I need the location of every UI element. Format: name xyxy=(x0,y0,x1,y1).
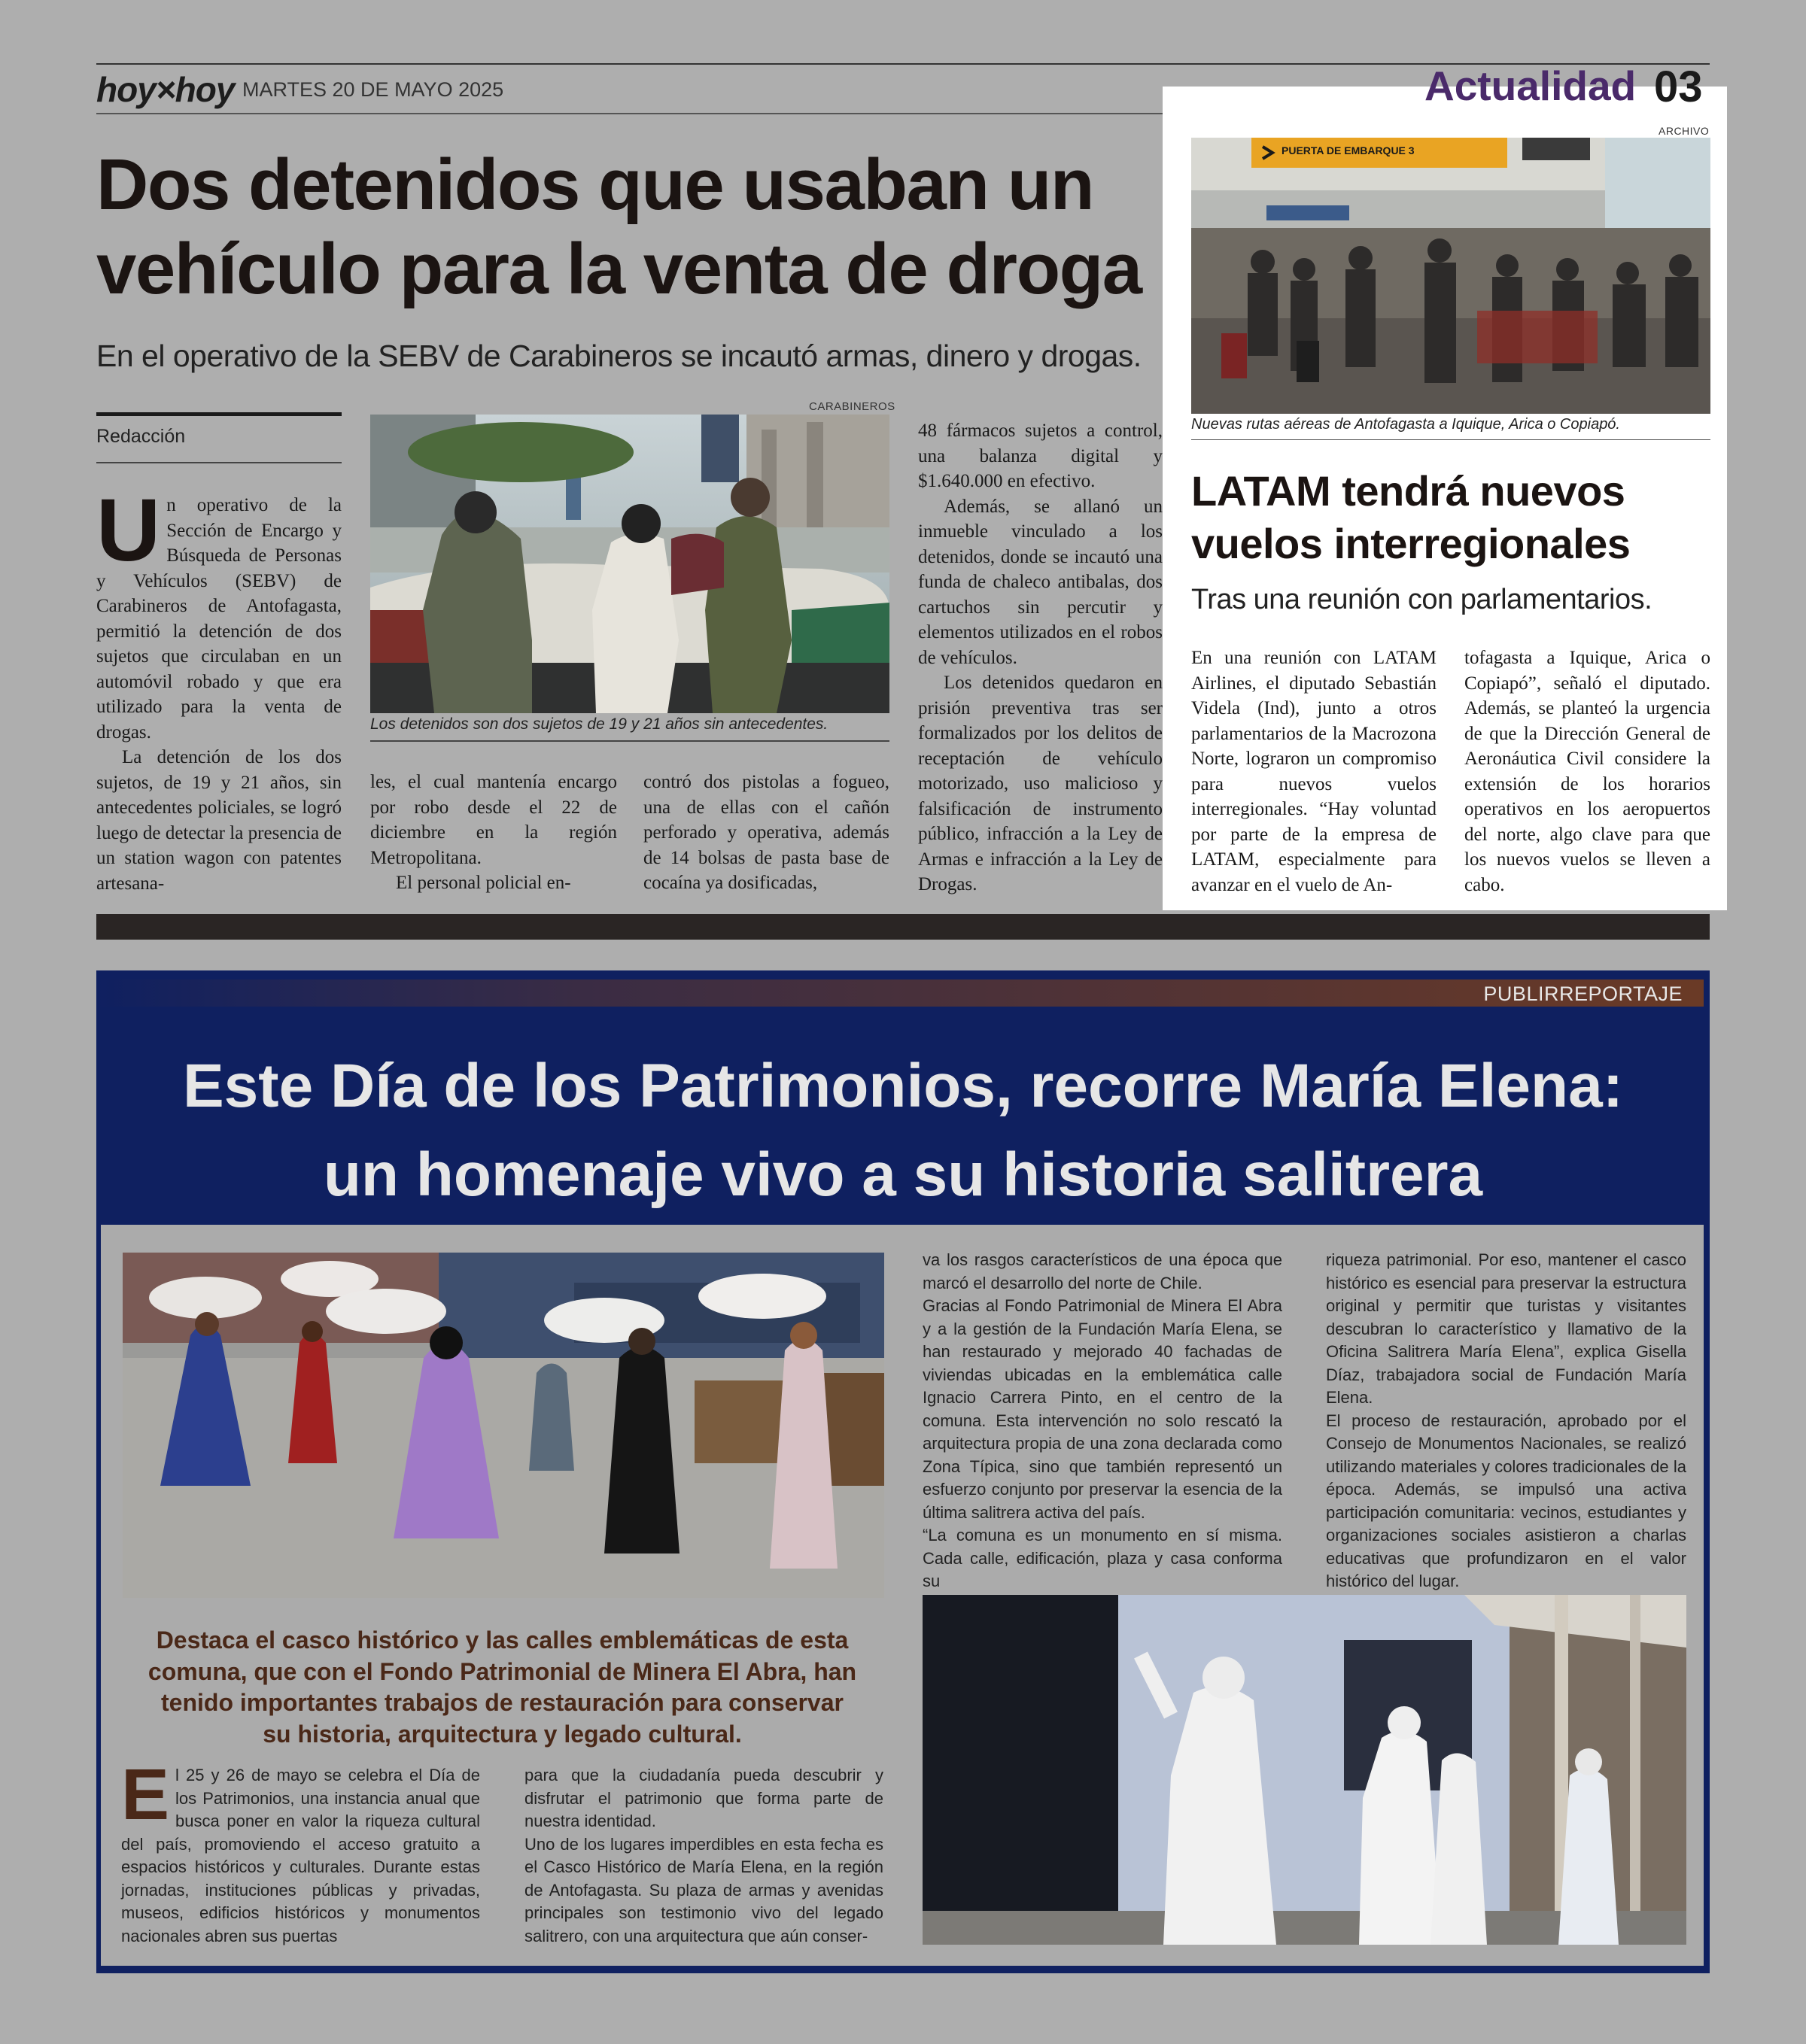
main-col3-p1: contró dos pistolas a fogueo, una de ellas con el cañón perforado y operativa, además de 14 bolsas de pasta base de cocaína ya dosificadas, xyxy=(643,772,889,893)
main-photo-caption: Los detenidos son dos sujetos de 19 y 21 años sin antecedentes. xyxy=(370,715,829,733)
advertorial-drop-cap: E xyxy=(121,1754,170,1835)
advertorial-lead-line4: su historia, arquitectura y legado cultural. xyxy=(263,1720,742,1748)
main-col2-p2: El personal policial en- xyxy=(396,873,571,893)
main-col4-p2: Además, se allanó un inmueble vinculado a los detenidos, donde se incautó una funda de chaleco antibalas, dos cartuchos sin percutir y elementos utilizados en el robos de vehículos. xyxy=(918,496,1163,668)
page-number: 03 xyxy=(1654,62,1703,111)
advertorial-photo-1-image xyxy=(123,1253,884,1598)
main-col1-lead: n operativo de la Sección de Encargo y Búsqueda de Personas y Vehículos (SEBV) de Carabineros de Antofagasta, permitió la detención de dos sujetos que circulaban en un automóvil robado y que era utilizado para la venta de drogas. xyxy=(96,495,342,743)
advertorial-headline-line2: un homenaje vivo a su historia salitrera xyxy=(323,1140,1483,1209)
advertorial-column-1 xyxy=(121,1754,480,1948)
main-col4-p3: Los detenidos quedaron en prisión preventiva tras ser formalizados por los delitos de receptación de vehículo motorizado, uso malicioso y falsificación de instrumento público, infracción a la Ley de Armas e infracción a la Ley de Drogas. xyxy=(918,673,1163,894)
side-column-2 xyxy=(1464,645,1710,897)
side-photo-credit: ARCHIVO xyxy=(1659,125,1710,137)
main-column-4 xyxy=(918,418,1163,897)
side-headline-line1: LATAM tendrá nuevos xyxy=(1191,467,1625,515)
masthead-logo[interactable]: hoy×hoy xyxy=(96,70,235,109)
main-subheadline: En el operativo de la SEBV de Carabineros se incautó armas, dinero y drogas. xyxy=(96,339,1142,373)
advertorial-photo-1 xyxy=(123,1253,884,1598)
advertorial-label-bar xyxy=(96,979,1704,1007)
main-photo-credit: CARABINEROS xyxy=(809,400,895,413)
advertorial-column-3 xyxy=(923,1249,1282,1593)
advertorial-col1-text: l 25 y 26 de mayo se celebra el Día de los Patrimonios, una instancia anual que busca poner en valor la riqueza cultural del país, promoviendo el acceso gratuito a espacios históricos y culturales. Durante estas jornadas, instituciones públicas y privadas, museos, edificios históricos y monumentos nacionales abren sus puertas xyxy=(121,1766,480,1945)
advertorial-label: PUBLIRREPORTAJE xyxy=(1483,983,1683,1005)
side-col2-text: tofagasta a Iquique, Arica o Copiapó”, señaló el diputado. Además, se planteó la urgencia de que la Dirección General de Aeronáutica Civil considere la extensión de los horarios operativos en los aeropuertos del norte, algo clave para que los nuevos vuelos se lleven a cabo. xyxy=(1464,648,1710,895)
advertorial-col1-paragraph xyxy=(121,1754,480,1948)
advertorial-col3-p2: Gracias al Fondo Patrimonial de Minera El Abra y a la gestión de la Fundación María Elena, se han restaurado y mejorado 40 fachadas de viviendas ubicadas en la emblemática calle Ignacio Carrera Pinto, en el centro de la comuna. Esta intervención no solo rescató la arquitectura propia de una zona declarada como Zona Típica, sino que también representó un esfuerzo conjunto por preservar la esencia de la última salitrera activa del país. xyxy=(923,1296,1282,1522)
main-col1-p2: La detención de los dos sujetos, de 19 y 21 años, sin antecedentes policiales, se logró luego de detectar la presencia de un station wagon con patentes artesana- xyxy=(96,747,342,894)
advertorial-photo-2 xyxy=(923,1595,1686,1945)
main-col2-p1: les, el cual mantenía encargo por robo desde el 22 de diciembre en la región Metropolitana. xyxy=(370,772,617,868)
main-photo xyxy=(370,415,889,713)
side-photo-caption-rule xyxy=(1191,439,1710,440)
main-column-3 xyxy=(643,770,889,896)
advertorial-col4-p1: riqueza patrimonial. Por eso, mantener el casco histórico es esencial para preservar la estructura original y permitir que turistas y visitantes descubran lo característico y llamativo de la Oficina Salitrera María Elena”, explica Gisella Díaz, trabajadora social de Fundación María Elena. xyxy=(1326,1250,1686,1407)
main-photo-caption-rule xyxy=(370,740,889,742)
side-photo-caption: Nuevas rutas aéreas de Antofagasta a Iquique, Arica o Copiapó. xyxy=(1191,416,1620,433)
advertorial-lead xyxy=(109,1625,895,1750)
byline: Redacción xyxy=(96,426,186,447)
side-headline xyxy=(1191,465,1630,570)
advertorial-column-2 xyxy=(524,1764,883,1948)
side-column-1 xyxy=(1191,645,1437,897)
advertorial-col3-p1: va los rasgos característicos de una época que marcó el desarrollo del norte de Chile. xyxy=(923,1250,1282,1292)
main-col1-lead-paragraph xyxy=(96,481,342,745)
main-col4-p1: 48 fármacos sujetos a control, una balanza digital y $1.640.000 en efectivo. xyxy=(918,421,1163,491)
masthead-date: MARTES 20 DE MAYO 2025 xyxy=(242,78,504,101)
advertorial-col3-p3: “La comuna es un monumento en sí misma. Cada calle, edificación, plaza y casa conforma su xyxy=(923,1526,1282,1590)
section-divider xyxy=(96,914,1710,940)
advertorial-headline-line1: Este Día de los Patrimonios, recorre María Elena: xyxy=(182,1052,1624,1120)
advertorial-photo-2-image xyxy=(923,1595,1686,1945)
side-photo-sign: PUERTA DE EMBARQUE 3 xyxy=(1282,144,1415,156)
main-photo-image xyxy=(370,415,889,713)
advertorial-col2-p1: para que la ciudadanía pueda descubrir y disfrutar el patrimonio que forma parte de nuestra identidad. xyxy=(524,1766,883,1830)
main-headline xyxy=(96,143,1142,311)
side-headline-line2: vuelos interregionales xyxy=(1191,520,1631,567)
advertorial-lead-line2: comuna, que con el Fondo Patrimonial de Minera El Abra, han xyxy=(147,1657,857,1685)
advertorial-lead-line3: tenido importantes trabajos de restauración para conservar xyxy=(161,1689,844,1716)
advertorial-column-4 xyxy=(1326,1249,1686,1593)
advertorial-headline xyxy=(96,1042,1710,1219)
main-headline-line2: vehículo para la venta de droga xyxy=(96,229,1142,309)
main-column-1 xyxy=(96,481,342,896)
main-headline-line1: Dos detenidos que usaban un xyxy=(96,144,1093,225)
advertorial-col2-p2: Uno de los lugares imperdibles en esta fecha es el Casco Histórico de María Elena, en la región de Antofagasta. Su plaza de armas y avenidas principales son testimonio vivo del legado salitrero, con una arquitectura que aún conser- xyxy=(524,1834,883,1945)
section-label[interactable]: Actualidad xyxy=(1424,62,1637,109)
side-photo-image xyxy=(1191,138,1710,414)
advertorial-col4-p2: El proceso de restauración, aprobado por el Consejo de Monumentos Nacionales, se realizó utilizando materiales y colores tradicionales de la época. Además, se impulsó una activa participación comunitaria: vecinos, estudiantes y organizaciones sociales asistieron a charlas educativas que profundizaron en el valor histórico del lugar. xyxy=(1326,1411,1686,1590)
main-column-2 xyxy=(370,770,617,896)
main-drop-cap: U xyxy=(96,481,161,580)
side-subheadline: Tras una reunión con parlamentarios. xyxy=(1191,584,1652,615)
advertorial-lead-line1: Destaca el casco histórico y las calles emblemáticas de esta xyxy=(156,1626,849,1654)
byline-rule-bottom xyxy=(96,462,342,463)
side-col1-text: En una reunión con LATAM Airlines, el diputado Sebastián Videla (Ind), junto a otros parlamentarios de la Macrozona Norte, lograron un compromiso para nuevos vuelos interregionales. “Hay voluntad por parte de la empresa de LATAM, especialmente para avanzar en el vuelo de An- xyxy=(1191,648,1437,895)
side-photo xyxy=(1191,138,1710,414)
byline-rule-top xyxy=(96,412,342,416)
